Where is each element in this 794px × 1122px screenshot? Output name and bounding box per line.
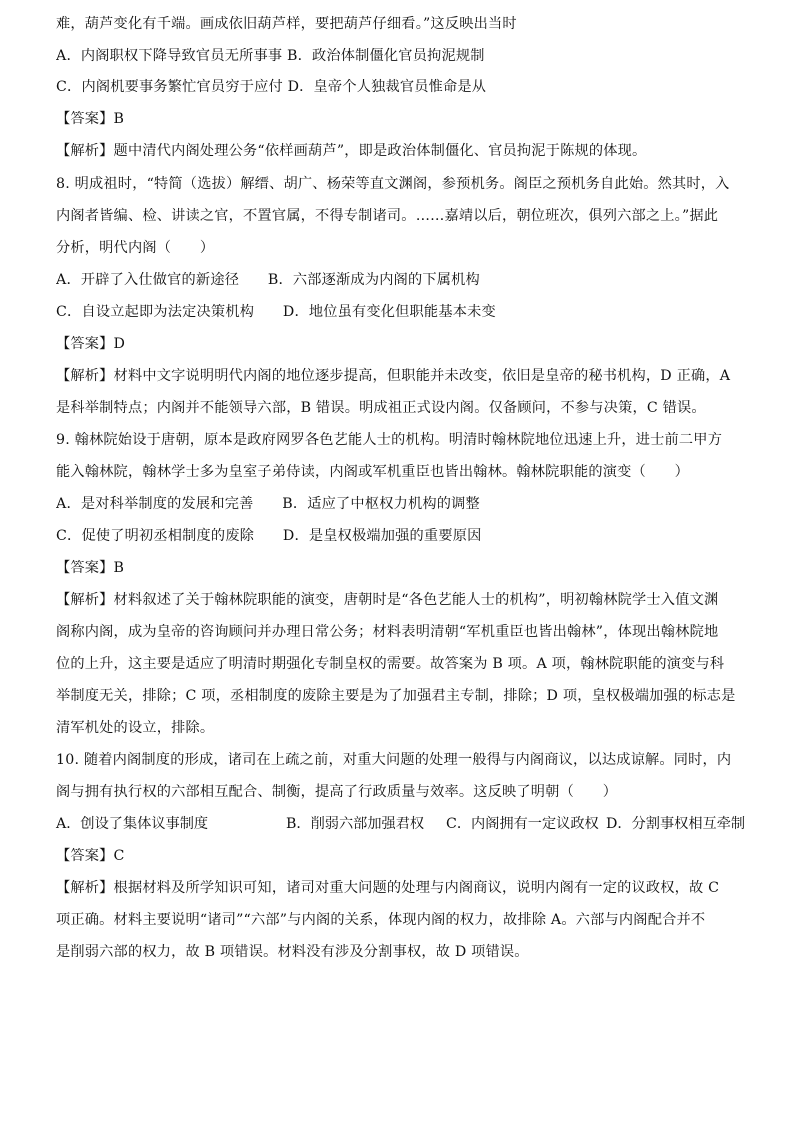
q8-options-cd: C．自设立起即为法定决策机构 D．地位虽有变化但职能基本未变: [56, 304, 496, 320]
q10-explanation-line1: 【解析】根据材料及所学知识可知，诸司对重大问题的处理与内阁商议，说明内阁有一定的议政权，故 C: [56, 880, 720, 896]
q8-stem-line2: 内阁者皆编、检、讲读之官，不置官属，不得专制诸司。……嘉靖以后，朝位班次，俱列六部之上。”据此: [56, 208, 719, 224]
q8-options-ab: A．开辟了入仕做官的新途径 B．六部逐渐成为内阁的下属机构: [56, 272, 480, 288]
q9-explanation-line4: 举制度无关，排除；C 项，丞相制度的废除主要是为了加强君主专制，排除；D 项，皇权极端加强的标志是: [56, 688, 736, 704]
q10-option-c: C．内阁拥有一定议政权: [446, 816, 599, 832]
q9-answer: 【答案】B: [56, 560, 125, 576]
q10-option-a: A．创设了集体议事制度: [56, 816, 209, 832]
q10-explanation-line3: 是削弱六部的权力，故 B 项错误。材料没有涉及分割事权，故 D 项错误。: [56, 944, 529, 960]
q9-explanation-line2: 阁称内阁，成为皇帝的咨询顾问并办理日常公务；材料表明清朝“军机重臣也皆出翰林”，体现出翰林院地: [56, 624, 719, 640]
q7-stem-end: 难，葫芦变化有千端。画成依旧葫芦样，要把葫芦仔细看。”这反映出当时: [56, 16, 517, 32]
q7-options-ab: A．内阁职权下降导致官员无所事事 B．政治体制僵化官员拘泥规制: [56, 48, 485, 64]
q9-explanation-line1: 【解析】材料叙述了关于翰林院职能的演变，唐朝时是“各色艺能人士的机构”，明初翰林院学士入值文渊: [56, 592, 719, 608]
q9-stem-line2: 能入翰林院，翰林学士多为皇室子弟侍读，内阁或军机重臣也皆出翰林。翰林院职能的演变（ ）: [56, 464, 690, 480]
q9-options-cd: C．促使了明初丞相制度的废除 D．是皇权极端加强的重要原因: [56, 528, 482, 544]
q10-options: [56, 814, 746, 834]
q9-options-ab: A．是对科举制度的发展和完善 B．适应了中枢权力机构的调整: [56, 496, 480, 512]
q7-options-cd: C．内阁机要事务繁忙官员穷于应付 D．皇帝个人独裁官员惟命是从: [56, 79, 487, 95]
q10-stem-line1: 10. 随着内阁制度的形成，诸司在上疏之前，对重大问题的处理一般得与内阁商议，以达成谅解。同时，内: [56, 752, 732, 768]
q8-explanation-line2: 是科举制特点；内阁并不能领导六部，B 错误。明成祖正式设内阁。仅备顾问，不参与决策，C 错误。: [56, 400, 706, 416]
q10-explanation-line2: 项正确。材料主要说明“诸司”“六部”与内阁的关系，体现内阁的权力，故排除 A。六部与内阁配合并不: [56, 912, 706, 928]
q7-explanation: 【解析】题中清代内阁处理公务“依样画葫芦”，即是政治体制僵化、官员拘泥于陈规的体现。: [56, 143, 647, 159]
q7-answer: 【答案】B: [56, 111, 125, 127]
q8-answer: 【答案】D: [56, 336, 126, 352]
q8-stem-line3: 分析，明代内阁（ ）: [56, 240, 215, 256]
q10-stem-line2: 阁与拥有执行权的六部相互配合、制衡，提高了行政质量与效率。这反映了明朝（ ）: [56, 784, 618, 800]
q9-explanation-line3: 位的上升，这主要是适应了明清时期强化专制皇权的需要。故答案为 B 项。A 项，翰林院职能的演变与科: [56, 656, 725, 672]
q9-stem-line1: 9. 翰林院始设于唐朝，原本是政府网罗各色艺能人士的机构。明清时翰林院地位迅速上升，进士前二甲方: [56, 432, 723, 448]
q10-answer: 【答案】C: [56, 848, 125, 864]
q8-stem-line1: 8. 明成祖时，“特简（选拔）解缙、胡广、杨荣等直文渊阁，参预机务。阁臣之预机务自此始。然其时，入: [56, 176, 730, 192]
q9-explanation-line5: 清军机处的设立，排除。: [56, 720, 215, 736]
q10-option-d: D．分割事权相互牵制: [606, 816, 746, 832]
q8-explanation-line1: 【解析】材料中文字说明明代内阁的地位逐步提高，但职能并未改变，依旧是皇帝的秘书机构，D 正确，A: [56, 368, 731, 384]
q10-option-b: B．削弱六部加强君权: [286, 816, 425, 832]
